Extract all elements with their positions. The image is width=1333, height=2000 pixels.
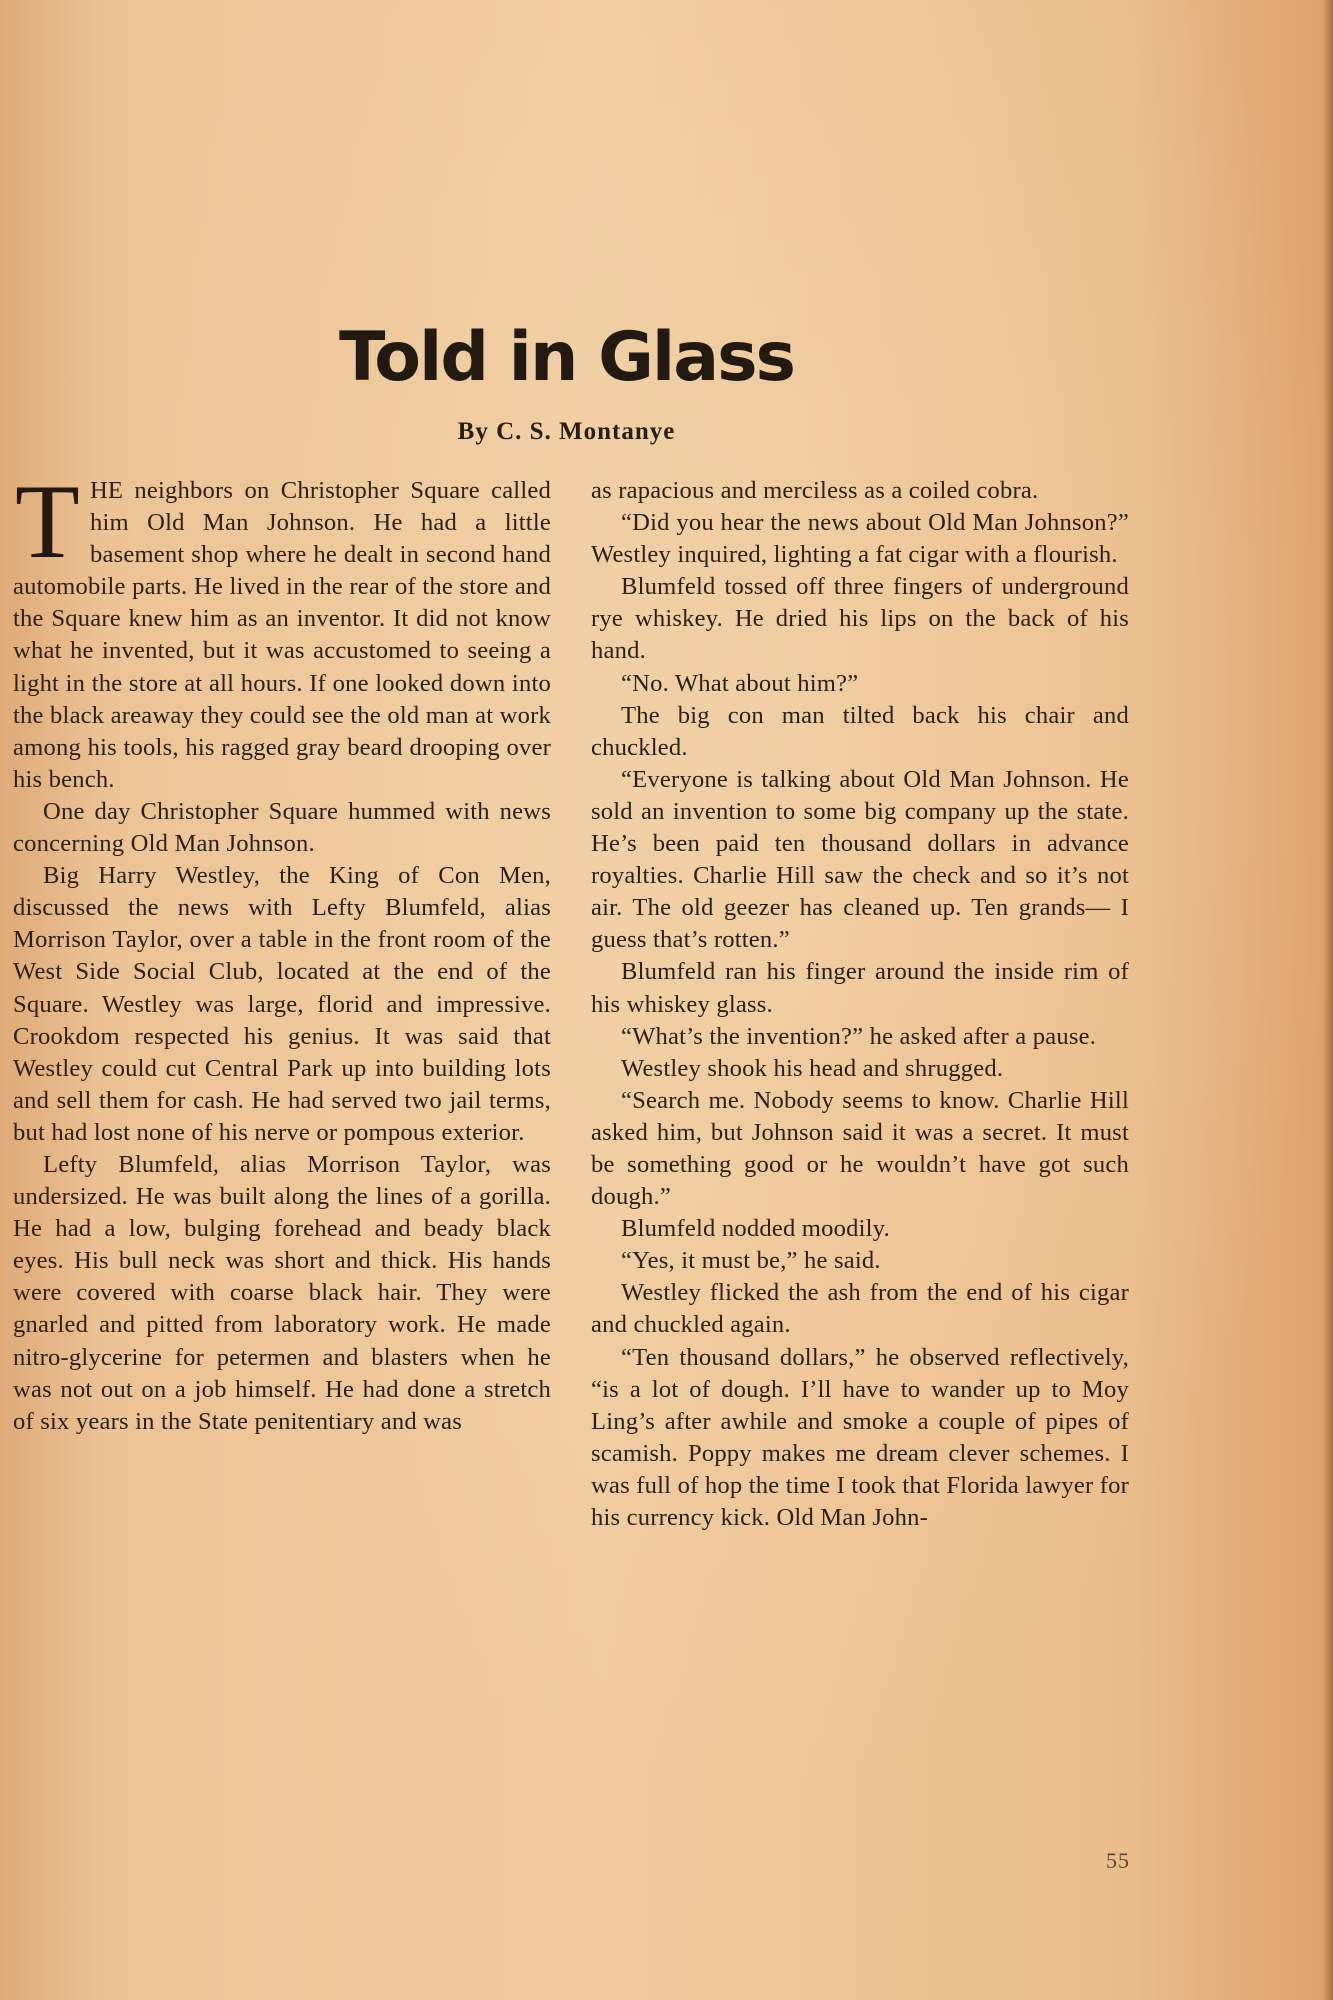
page-number: 55 (1106, 1848, 1130, 1873)
paragraph: “Everyone is talking about Old Man Johnson. He sold an invention to some big company up the state. He’s been paid ten thousand dollars in advance royalties. Charlie Hill saw the check and so it’s not air. The old geezer has cleaned up. Ten grands— I guess that’s rotten.” (591, 765, 1129, 954)
right-column (591, 475, 1129, 1534)
paragraph: Big Harry Westley, the King of Con Men, discussed the news with Lefty Blumfeld, alias Morrison Taylor, over a table in the front room of the West Side Social Club, located at the end of the Square. Westley was large, florid and impressive. Crookdom respected his genius. It was said that Westley could cut Central Park up into building lots and sell them for cash. He had served two jail terms, but had lost none of his nerve or pompous exterior. (13, 862, 551, 1146)
paragraph: Blumfeld ran his finger around the inside rim of his whiskey glass. (591, 958, 1129, 1018)
paragraph: “No. What about him?” (621, 669, 859, 697)
paragraph: “Search me. Nobody seems to know. Charlie Hill asked him, but Johnson said it was a secret. It must be something good or he wouldn’t have got such dough.” (591, 1086, 1129, 1211)
drop-cap: T (15, 463, 80, 580)
story-byline: By C. S. Montanye (457, 418, 676, 445)
left-column (13, 463, 551, 1438)
paragraph: “What’s the invention?” he asked after a pause. (621, 1022, 1097, 1050)
story-title: Told in Glass (338, 318, 795, 397)
paragraph: “Did you hear the news about Old Man Johnson?” Westley inquired, lighting a fat cigar with a flourish. (591, 509, 1129, 569)
paragraph-text: HE neighbors on Christopher Square called him Old Man Johnson. He had a little basement shop where he dealt in second hand automobile parts. He lived in the rear of the store and the Square knew him as an inventor. It did not know what he invented, but it was accustomed to seeing a light in the store at all hours. If one looked down into the black areaway they could see the old man at work among his tools, his ragged gray beard drooping over his bench. (13, 477, 551, 793)
paragraph: “Yes, it must be,” he said. (621, 1247, 881, 1275)
paragraph: “Ten thousand dollars,” he observed reflectively, “is a lot of dough. I’ll have to wander up to Moy Ling’s after awhile and smoke a couple of pipes of scamish. Poppy makes me dream clever schemes. I was full of hop the time I took that Florida lawyer for his currency kick. Old Man John- (591, 1343, 1129, 1531)
paragraph: Lefty Blumfeld, alias Morrison Taylor, was undersized. He was built along the lines of a gorilla. He had a low, bulging forehead and beady black eyes. His bull neck was short and thick. His hands were covered with coarse black hair. They were gnarled and pitted from laboratory work. He made nitro-glycerine for petermen and blasters when he was not out on a job himself. He had done a stretch of six years in the State penitentiary and was (13, 1150, 551, 1435)
paragraph (13, 463, 551, 796)
paragraph: The big con man tilted back his chair and chuckled. (591, 701, 1129, 761)
paragraph: Westley shook his head and shrugged. (621, 1054, 1004, 1082)
paragraph: One day Christopher Square hummed with news concerning Old Man Johnson. (13, 797, 551, 858)
paragraph: Blumfeld nodded moodily. (621, 1215, 890, 1243)
paragraph: as rapacious and merciless as a coiled cobra. (591, 477, 1039, 504)
paragraph: Westley flicked the ash from the end of his cigar and chuckled again. (591, 1279, 1129, 1339)
paragraph: Blumfeld tossed off three fingers of underground rye whiskey. He dried his lips on the back of his hand. (591, 573, 1129, 665)
